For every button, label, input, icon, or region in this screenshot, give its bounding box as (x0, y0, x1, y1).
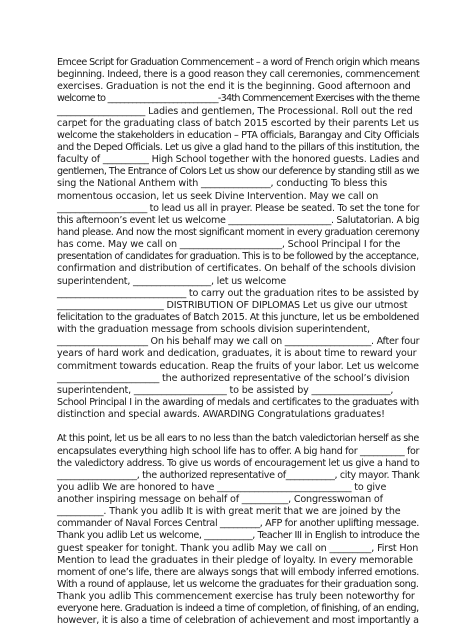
text-line: guest speaker for tonight. Thank you adlib May we call on _________, First Hon (57, 542, 419, 554)
text-line: confirmation and distribution of certificates. On behalf of the schools division (57, 263, 416, 275)
text-line: this afternoon’s event let us welcome _______________________. Salutatorian. A big (57, 214, 420, 226)
text-line: Mention to lead the graduates in their pledge of loyalty. In every memorable (57, 554, 413, 566)
text-line: _______________________ DISTRIBUTION OF DIPLOMAS Let us give our utmost (57, 299, 408, 311)
text-line: With a round of applause, let us welcome the graduates for their graduation song. (57, 579, 419, 591)
text-line: with the graduation message from schools division superintendent, (57, 324, 370, 336)
text-line: At this point, let us be all ears to no less than the batch valedictorian herself as she (57, 433, 419, 445)
text-line: Emcee Script for Graduation Commencement – a word of French origin which means (57, 57, 420, 68)
text-line: has come. May we call on ______________________, School Principal I for the (57, 239, 401, 251)
text-line: carpet for the graduating class of batch 2015 escorted by their parents Let us (57, 117, 419, 129)
text-line: however, it is also a time of celebration of achievement and most importantly a (57, 615, 419, 627)
text-line: superintendent, ____________________ to be assisted by _________________, (57, 384, 394, 396)
text-line: welcome to ___________________________-34th Commencement Exercises with the theme (57, 93, 420, 105)
text-line: exercises. Graduation is not the end it is the beginning. Good afternoon and (57, 81, 411, 93)
document-body (57, 57, 427, 628)
text-line: Thank you adlib Let us welcome, ___________, Teacher III in English to introduce the (57, 530, 420, 542)
text-line: distinction and special awards. AWARDING Congratulations graduates! (57, 409, 385, 421)
text-line: welcome the stakeholders in education – PTA officials, Barangay and City Officials (57, 129, 420, 141)
text-line: gentlemen, The Entrance of Colors Let us show our deference by standing still as we (57, 166, 420, 178)
text-line: encapsulates everything high school life has to offer. A big hand for __________ for (57, 445, 420, 457)
text-line: sing the National Anthem with _______________, conducting To bless this (57, 178, 388, 190)
text-line: ____________________ to lead us all in prayer. Please be seated. To set the tone for (57, 202, 420, 214)
paragraph (57, 433, 427, 627)
text-line: the valedictory address. To give us words of encouragement let us give a hand to (57, 457, 420, 469)
text-line: ____________________ On his behalf may we call on ___________________. After four (57, 336, 420, 348)
text-line: everyone here. Graduation is indeed a time of completion, of finishing, of an ending, (57, 603, 419, 615)
text-line: __________________, the authorized representative of___________, city mayor. Thank (57, 469, 420, 481)
text-line: momentous occasion, let us seek Divine Intervention. May we call on (57, 190, 379, 202)
text-line: __________. Thank you adlib It is with great merit that we are joined by the (57, 506, 401, 518)
text-line: another inspiring message on behalf of __________, Congresswoman of (57, 494, 383, 506)
paragraph-spacer (57, 421, 427, 433)
text-line: beginning. Indeed, there is a good reason they call ceremonies, commencement (57, 69, 420, 81)
paragraph (57, 57, 427, 421)
text-line: moment of one’s life, there are always songs that will embody inferred emotions. (57, 566, 419, 578)
text-line: faculty of __________ High School together with the honored guests. Ladies and (57, 154, 420, 166)
text-line: felicitation to the graduates of Batch 2015. At this juncture, let us be emboldened (57, 311, 419, 323)
text-line: hand please. And now the most significant moment in every graduation ceremony (57, 226, 420, 238)
text-line: commitment towards education. Reap the fruits of your labor. Let us welcome (57, 360, 419, 372)
text-line: ___________________ Ladies and gentlemen, The Processional. Roll out the red (57, 105, 413, 117)
text-line: and the Deped Officials. Let us give a glad hand to the pillars of this institution, the (57, 141, 420, 153)
text-line: commander of Naval Forces Central _________, AFP for another uplifting message. (57, 518, 419, 530)
text-line: School Principal I in the awarding of medals and certificates to the graduates with (57, 396, 419, 408)
text-line: presentation of candidates for graduation. This is to be followed by the acceptance, (57, 251, 419, 263)
text-line: years of hard work and dedication, graduates, it is about time to reward your (57, 348, 417, 360)
text-line: superintendent, _________________, let us welcome (57, 275, 286, 287)
text-line: ______________________ the authorized representative of the school’s division (57, 372, 410, 384)
text-line: Thank you adlib This commencement exercise has truly been noteworthy for (57, 591, 415, 603)
text-line: ____________________________ to carry out the graduation rites to be assisted by (57, 287, 419, 299)
text-line: you adlib We are honored to have _____________________________ to give (57, 481, 387, 493)
